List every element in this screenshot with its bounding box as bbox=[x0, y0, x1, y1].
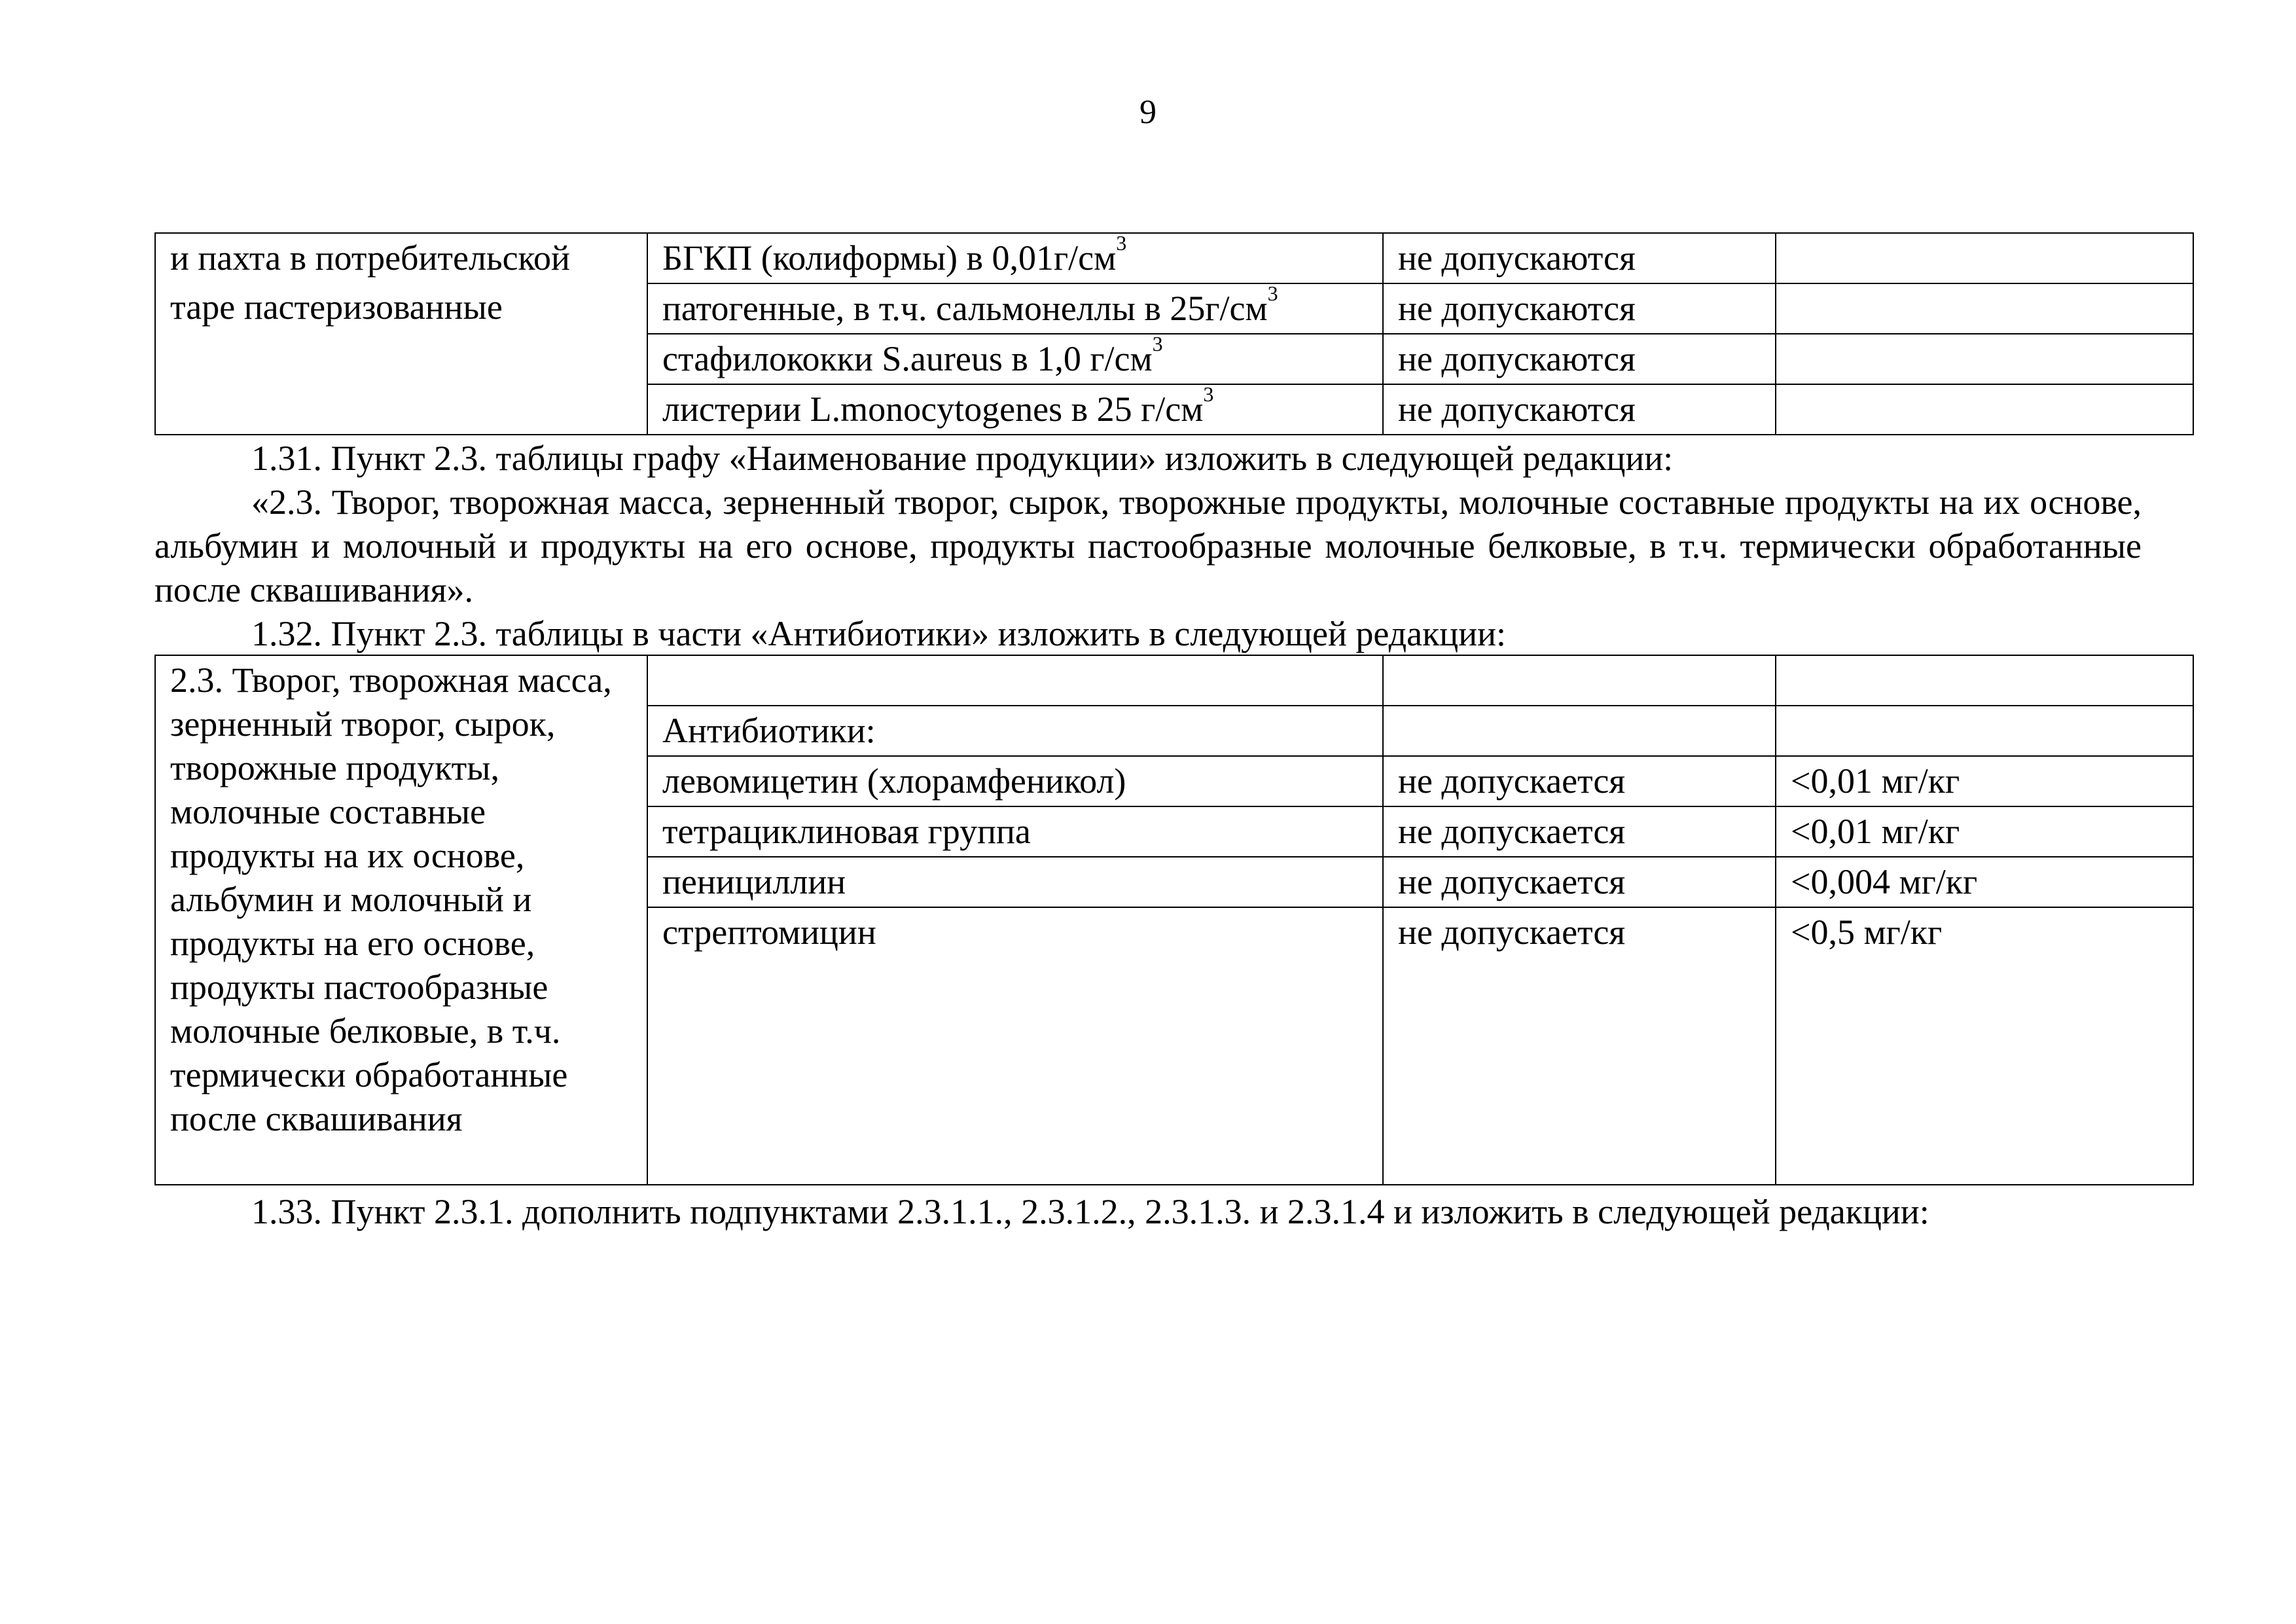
norm-cell: не допускаются bbox=[1383, 233, 1776, 283]
indicator-cell: патогенные, в т.ч. сальмонеллы в $25г/см^3$ bbox=[647, 283, 1383, 334]
norm-cell: не допускается bbox=[1383, 907, 1776, 1185]
note-cell bbox=[1776, 384, 2193, 435]
indicator-cell: БГКП (колиформы) в $0,01г/см^3$ bbox=[647, 233, 1383, 283]
table-row bbox=[155, 655, 2193, 706]
norm-cell: не допускается bbox=[1383, 857, 1776, 907]
note-cell bbox=[1776, 334, 2193, 384]
norm-cell: не допускаются bbox=[1383, 384, 1776, 435]
product-name-cell: 2.3. Творог, творожная масса, зерненный творог, сырок, творожные продукты, молочные составные продукты на их основе, альбумин и молочный и продукты на его основе, продукты пастообразные молочные белковые, в т.ч. термически обработанные после сквашивания bbox=[155, 655, 647, 1185]
indicator-cell: листерии L.monocytogenes в 25 $г/см^3$ bbox=[647, 384, 1383, 435]
indicator-cell: пенициллин bbox=[647, 857, 1383, 907]
norm-cell bbox=[1383, 655, 1776, 706]
note-cell bbox=[1776, 233, 2193, 283]
paragraph-1-32: 1.32. Пункт 2.3. таблицы в части «Антибиотики» изложить в следующей редакции: bbox=[251, 614, 1506, 653]
norm-cell: не допускаются bbox=[1383, 283, 1776, 334]
page-number: 9 bbox=[1139, 94, 1157, 131]
note-cell bbox=[1776, 283, 2193, 334]
indicator-cell: тетрациклиновая группа bbox=[647, 806, 1383, 857]
norm-cell: не допускается bbox=[1383, 756, 1776, 806]
norm-cell: не допускается bbox=[1383, 806, 1776, 857]
limit-cell: <0,5 мг/кг bbox=[1776, 907, 2193, 1185]
antibiotics-table bbox=[154, 655, 2194, 1185]
limit-cell: <0,004 мг/кг bbox=[1776, 857, 2193, 907]
limit-cell: <0,01 мг/кг bbox=[1776, 756, 2193, 806]
microbiology-table bbox=[154, 232, 2194, 435]
limit-cell bbox=[1776, 655, 2193, 706]
indicator-cell: стафилококки S.aureus в 1,0 $г/см^3$ bbox=[647, 334, 1383, 384]
indicator-cell bbox=[647, 655, 1383, 706]
limit-cell bbox=[1776, 706, 2193, 756]
section-header-cell: Антибиотики: bbox=[647, 706, 1383, 756]
product-name-cell: и пахта в потребительской таре пастеризованные bbox=[155, 233, 647, 435]
indicator-cell: стрептомицин bbox=[647, 907, 1383, 1185]
limit-cell: <0,01 мг/кг bbox=[1776, 806, 2193, 857]
indicator-cell: левомицетин (хлорамфеникол) bbox=[647, 756, 1383, 806]
norm-cell: не допускаются bbox=[1383, 334, 1776, 384]
paragraph-1-31: 1.31. Пункт 2.3. таблицы графу «Наименование продукции» изложить в следующей редакции: bbox=[251, 439, 1674, 478]
norm-cell bbox=[1383, 706, 1776, 756]
paragraph-2-3-quote: «2.3. Творог, творожная масса, зерненный творог, сырок, творожные продукты, молочные составные продукты на их основе, альбумин и молочный и продукты на его основе, продукты пастообразные молочные белковые, в т.ч. термически обработанные после сквашивания». bbox=[154, 482, 2142, 609]
paragraph-1-33: 1.33. Пункт 2.3.1. дополнить подпунктами 2.3.1.1., 2.3.1.2., 2.3.1.3. и 2.3.1.4 и изложить в следующей редакции: bbox=[251, 1192, 1929, 1231]
table-row bbox=[155, 233, 2193, 283]
